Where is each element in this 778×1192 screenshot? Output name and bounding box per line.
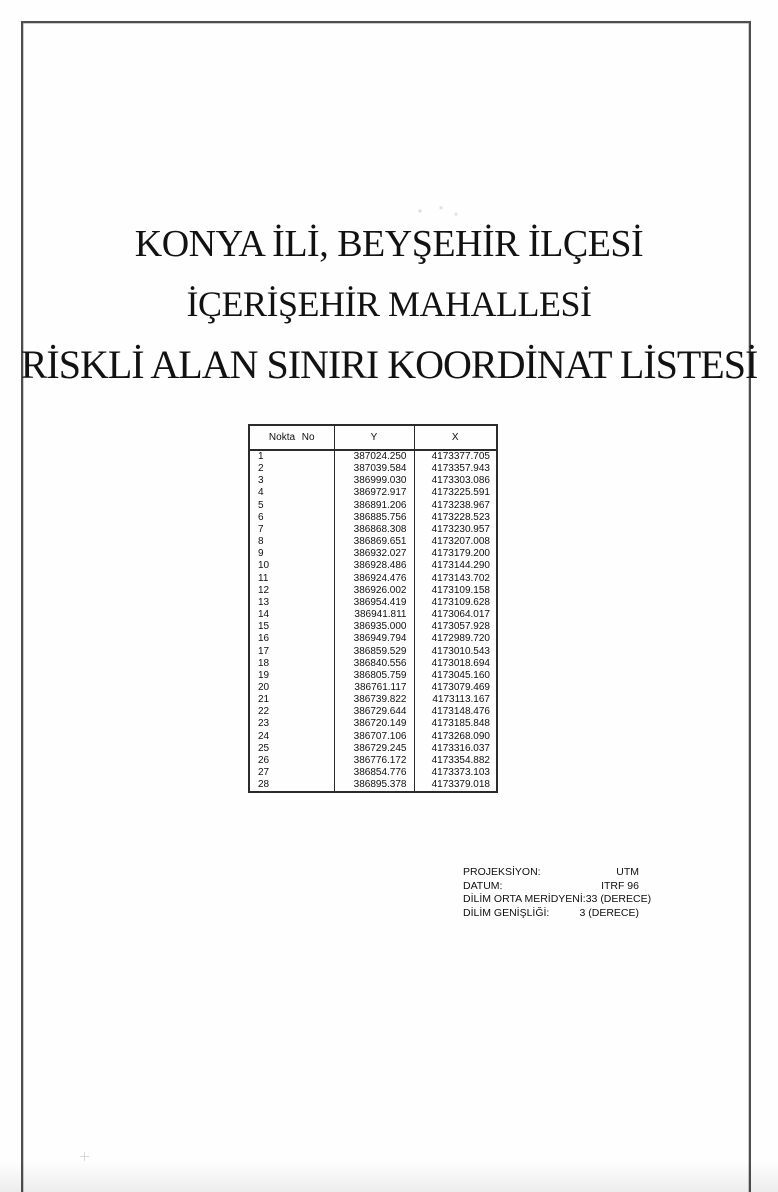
column-header-x: X	[414, 425, 497, 450]
cell-x-coordinate: 4173354.882	[431, 754, 490, 766]
coordinate-table	[248, 424, 498, 793]
cell-y-coordinate: 386972.917	[334, 487, 414, 499]
column-header-nokta-no: Nokta No	[249, 425, 334, 450]
table-row	[249, 779, 497, 792]
cell-nokta-no: 25	[249, 743, 334, 755]
cell-x-coordinate: 4173148.476	[431, 706, 490, 718]
cell-y-coordinate: 386885.756	[334, 512, 414, 524]
cell-y-coordinate: 386999.030	[334, 475, 414, 487]
projection-info-row	[463, 866, 639, 880]
cell-x-coordinate: 4173207.008	[431, 536, 490, 548]
cell-nokta-no: 10	[249, 560, 334, 572]
cell-x-coordinate: 4173010.543	[431, 645, 490, 657]
projection-info-value: 3 (DERECE)	[579, 906, 639, 919]
cell-y-coordinate: 386868.308	[334, 524, 414, 536]
cell-nokta-no: 4	[249, 487, 334, 499]
table-body	[249, 450, 497, 792]
cell-x-coordinate: 4173303.086	[431, 475, 490, 487]
cell-nokta-no: 24	[249, 731, 334, 743]
table-row	[249, 621, 497, 633]
cell-nokta-no: 13	[249, 597, 334, 609]
cell-x-coordinate: 4173179.200	[431, 548, 490, 560]
cell-y-coordinate: 386924.476	[334, 573, 414, 585]
projection-info-label: DİLİM GENİŞLİĞİ:	[463, 906, 550, 919]
table-row	[249, 573, 497, 585]
cell-x-coordinate: 4173373.103	[431, 767, 490, 779]
projection-info	[463, 866, 652, 920]
projection-info-value: 33 (DERECE)	[585, 893, 652, 906]
cell-nokta-no: 12	[249, 585, 334, 597]
cell-nokta-no: 26	[249, 755, 334, 767]
cell-y-coordinate: 387024.250	[334, 450, 414, 463]
table-row	[249, 475, 497, 487]
table-row	[249, 682, 497, 694]
projection-info-value: UTM	[616, 866, 639, 878]
table-row	[249, 694, 497, 706]
cell-x-coordinate: 4173357.943	[431, 463, 490, 475]
title-line-neighborhood: İÇERİŞEHİR MAHALLESİ	[186, 284, 592, 324]
cell-y-coordinate: 386761.117	[334, 682, 414, 694]
cell-nokta-no: 7	[249, 524, 334, 536]
table-row	[249, 512, 497, 524]
cell-nokta-no: 22	[249, 706, 334, 718]
projection-info-label: PROJEKSİYON:	[463, 866, 541, 878]
table-row	[249, 524, 497, 536]
cell-x-coordinate: 4173316.037	[431, 742, 490, 754]
cell-y-coordinate: 386949.794	[334, 633, 414, 645]
table-row	[249, 731, 497, 743]
cell-y-coordinate: 386954.419	[334, 597, 414, 609]
cell-y-coordinate: 386729.245	[334, 743, 414, 755]
cell-x-coordinate: 4173143.702	[431, 572, 490, 584]
cell-nokta-no: 17	[249, 646, 334, 658]
cell-x-coordinate: 4172989.720	[431, 633, 490, 645]
cell-nokta-no: 6	[249, 512, 334, 524]
cell-x-coordinate: 4173045.160	[431, 669, 490, 681]
cell-y-coordinate: 386729.644	[334, 706, 414, 718]
projection-info-label: DİLİM ORTA MERİDYENİ:	[463, 893, 586, 906]
cell-y-coordinate: 386707.106	[334, 731, 414, 743]
cell-x-coordinate: 4173064.017	[431, 609, 490, 621]
cell-nokta-no: 19	[249, 670, 334, 682]
table-row	[249, 658, 497, 670]
table-row	[249, 450, 497, 463]
table-row	[249, 755, 497, 767]
cell-y-coordinate: 386720.149	[334, 718, 414, 730]
cell-x-coordinate: 4173238.967	[431, 499, 490, 511]
cell-x-coordinate: 4173230.957	[431, 523, 490, 535]
cell-x-coordinate: 4173228.523	[431, 511, 490, 523]
table-row	[249, 609, 497, 621]
table-row	[249, 646, 497, 658]
cell-nokta-no: 23	[249, 718, 334, 730]
cell-x-coordinate: 4173109.158	[431, 584, 490, 596]
table-row	[249, 767, 497, 779]
cell-x-coordinate: 4173113.167	[432, 694, 490, 706]
table-row	[249, 670, 497, 682]
cell-x-coordinate: 4173144.290	[431, 560, 490, 572]
cell-y-coordinate: 386859.529	[334, 646, 414, 658]
table-row	[249, 500, 497, 512]
cell-nokta-no: 3	[249, 475, 334, 487]
cell-x-coordinate: 4173057.928	[431, 621, 490, 633]
cell-nokta-no: 14	[249, 609, 334, 621]
cell-y-coordinate: 386854.776	[334, 767, 414, 779]
cell-nokta-no: 5	[249, 500, 334, 512]
projection-info-value: ITRF 96	[601, 879, 639, 892]
table-row	[249, 536, 497, 548]
cell-y-coordinate: 386941.811	[334, 609, 414, 621]
table-row	[249, 706, 497, 718]
table-row	[249, 597, 497, 609]
cell-nokta-no: 28	[249, 779, 334, 792]
scan-artifact-plus	[80, 1152, 89, 1161]
table-row	[249, 633, 497, 645]
cell-nokta-no: 16	[249, 633, 334, 645]
cell-y-coordinate: 386935.000	[334, 621, 414, 633]
projection-info-label: DATUM:	[463, 879, 503, 892]
table-row	[249, 487, 497, 499]
cell-x-coordinate: 4173377.705	[431, 451, 490, 462]
table-row	[249, 560, 497, 572]
cell-y-coordinate: 386739.822	[334, 694, 414, 706]
cell-x-coordinate: 4173109.628	[431, 596, 490, 608]
cell-y-coordinate: 386895.378	[334, 779, 414, 792]
cell-y-coordinate: 387039.584	[334, 463, 414, 475]
cell-y-coordinate: 386926.002	[334, 585, 414, 597]
table-row	[249, 463, 497, 475]
cell-nokta-no: 11	[249, 573, 334, 585]
cell-nokta-no: 15	[249, 621, 334, 633]
cell-nokta-no: 27	[249, 767, 334, 779]
cell-y-coordinate: 386840.556	[334, 658, 414, 670]
projection-info-row	[463, 907, 639, 921]
cell-y-coordinate: 386891.206	[334, 500, 414, 512]
cell-nokta-no: 20	[249, 682, 334, 694]
cell-nokta-no: 2	[249, 463, 334, 475]
document-title	[0, 222, 778, 388]
table-row	[249, 743, 497, 755]
table-row	[249, 718, 497, 730]
cell-y-coordinate: 386776.172	[334, 755, 414, 767]
table-row	[249, 585, 497, 597]
table-header-row	[249, 425, 497, 450]
cell-x-coordinate: 4173268.090	[431, 730, 490, 742]
cell-x-coordinate: 4173079.469	[431, 681, 490, 693]
cell-nokta-no: 9	[249, 548, 334, 560]
cell-x-coordinate: 4173185.848	[431, 718, 490, 730]
projection-info-row	[463, 880, 639, 894]
cell-y-coordinate: 386928.486	[334, 560, 414, 572]
scan-artifact	[408, 203, 468, 219]
cell-nokta-no: 1	[249, 450, 334, 463]
cell-x-coordinate: 4173379.018	[431, 779, 490, 791]
cell-nokta-no: 8	[249, 536, 334, 548]
cell-x-coordinate: 4173018.694	[431, 657, 490, 669]
cell-y-coordinate: 386932.027	[334, 548, 414, 560]
projection-info-row	[463, 893, 652, 907]
cell-nokta-no: 21	[249, 694, 334, 706]
cell-x-coordinate: 4173225.591	[431, 487, 490, 499]
title-line-province: KONYA İLİ, BEYŞEHİR İLÇESİ	[134, 223, 644, 265]
cell-y-coordinate: 386869.651	[334, 536, 414, 548]
cell-nokta-no: 18	[249, 658, 334, 670]
table-row	[249, 548, 497, 560]
title-line-list: RİSKLİ ALAN SINIRI KOORDİNAT LİSTESİ	[20, 342, 758, 387]
column-header-y: Y	[334, 425, 414, 450]
cell-y-coordinate: 386805.759	[334, 670, 414, 682]
